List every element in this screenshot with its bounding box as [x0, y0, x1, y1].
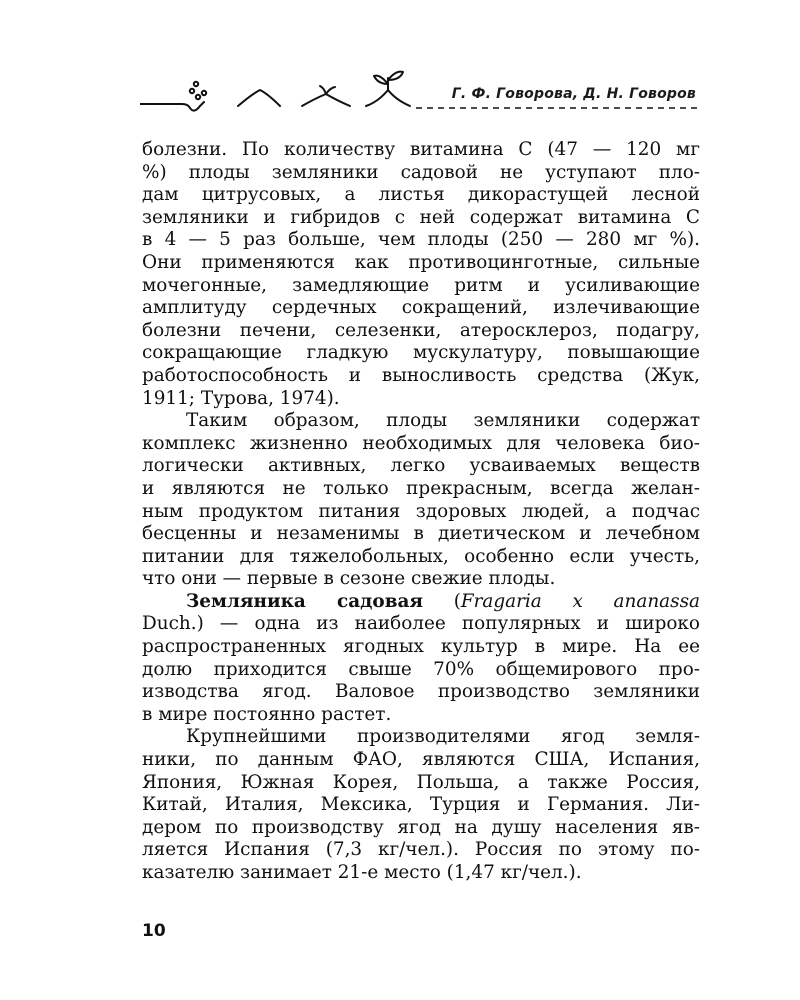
text-line: изводства ягод. Валовое производство земляники [142, 681, 700, 703]
text-line: долю приходится свыше 70% общемирового про- [142, 658, 700, 680]
latin-name: Fragaria x ananassa [460, 590, 700, 612]
text-line [142, 591, 700, 614]
text-line: ники, по данным ФАО, являются США, Испания, [142, 749, 700, 771]
paren-open: ( [422, 590, 461, 612]
paragraph [142, 139, 700, 410]
text-line: земляники и гибридов с ней содержат витамина С [142, 206, 700, 228]
text-line: 1911; Турова, 1974). [142, 387, 340, 409]
text-line: Китай, Италия, Мексика, Турция и Германия. Ли- [142, 794, 700, 816]
text-line: мочегонные, замедляющие ритм и усиливающие [142, 274, 700, 296]
text-line: казателю занимает 21-е место (1,47 кг/чел.). [142, 862, 582, 883]
text-line: болезни. По количеству витамина С (47 — 120 мг [142, 139, 700, 160]
text-line: и являются не только прекрасным, всегда желан- [142, 477, 700, 499]
text-line: питании для тяжелобольных, особенно если учесть, [142, 545, 700, 567]
text-line: Япония, Южная Корея, Польша, а также Россия, [142, 771, 700, 793]
text-line: бесценны и незаменимы в диетическом и лечебном [142, 523, 700, 545]
text-line: Крупнейшими производителями ягод земля- [186, 726, 700, 748]
term-bold: Земляника садовая [186, 590, 423, 612]
text-line: Duch.) — одна из наиболее популярных и широко [142, 613, 700, 635]
text-line: логически активных, легко усваиваемых веществ [142, 455, 700, 477]
text-line: распространенных ягодных культур в мире. На ее [142, 636, 700, 658]
text-line: болезни печени, селезенки, атеросклероз, подагру, [142, 319, 700, 341]
text-line: в мире постоянно растет. [142, 703, 392, 725]
paragraph [142, 591, 700, 727]
text-line: что они — первые в сезоне свежие плоды. [142, 568, 556, 590]
text-line: ным продуктом питания здоровых людей, а подчас [142, 500, 700, 522]
text-line: ляется Испания (7,3 кг/чел.). Россия по этому по- [142, 839, 700, 861]
paragraph [142, 726, 700, 884]
text-line: амплитуду сердечных сокращений, излечивающие [142, 297, 700, 319]
text-line: дером по производству ягод на душу населения яв- [142, 816, 700, 838]
text-line: Они применяются как противоцинготные, сильные [142, 251, 700, 273]
body-text [142, 139, 700, 885]
text-line: Таким образом, плоды земляники содержат [186, 410, 700, 432]
paragraph [142, 410, 700, 591]
text-line: %) плоды земляники садовой не уступают пло- [142, 161, 700, 183]
text-line: комплекс жизненно необходимых для человека био- [142, 432, 700, 454]
text-line: дам цитрусовых, а листья дикорастущей лесной [142, 184, 700, 206]
text-line: сокращающие гладкую мускулатуру, повышающие [142, 342, 700, 364]
text-line: работоспособность и выносливость средства (Жук, [142, 364, 700, 386]
text-line: в 4 — 5 раз больше, чем плоды (250 — 280 мг %). [142, 229, 700, 251]
running-header [140, 62, 700, 116]
page-number: 10 [142, 921, 166, 941]
header-authors: Г. Ф. Говорова, Д. Н. Говоров [451, 86, 696, 102]
